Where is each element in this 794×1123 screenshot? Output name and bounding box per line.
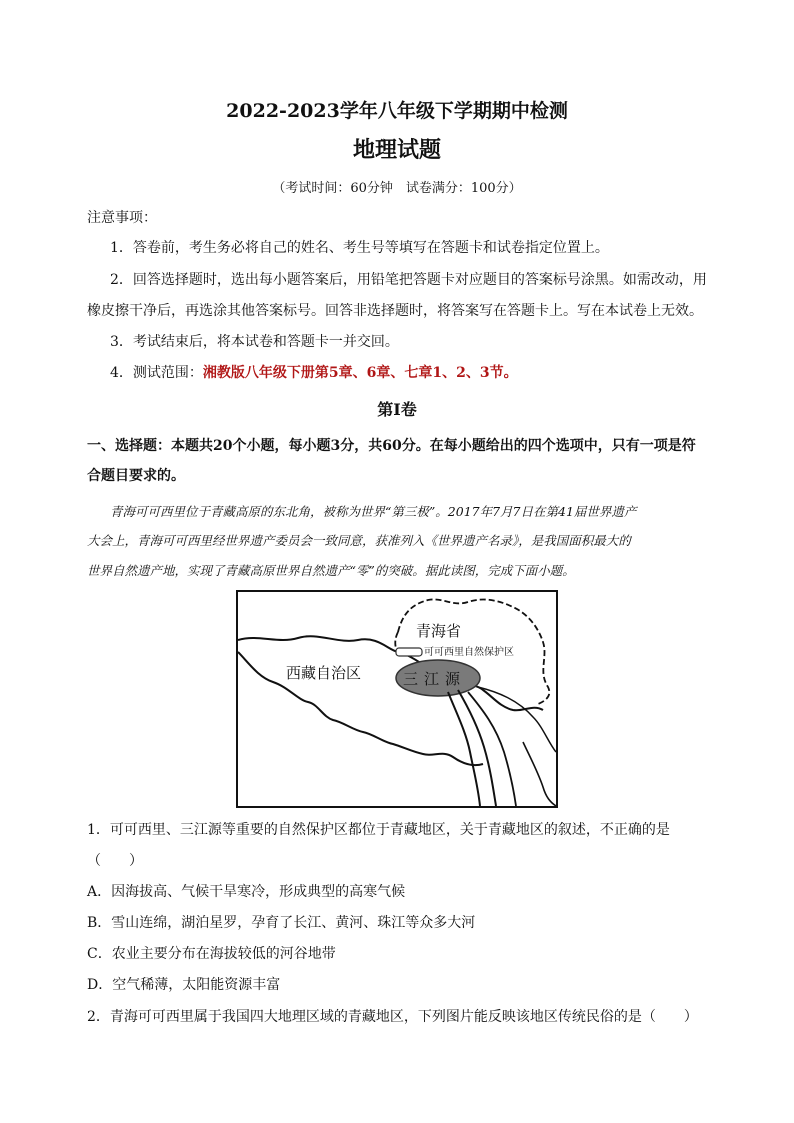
exam-subject: 地理试题	[352, 137, 441, 163]
note-item-4-prefix: 4．测试范围：	[110, 365, 203, 381]
question-1-blank: （ ）	[87, 853, 143, 869]
section-instructions-b: 合题目要求的。	[87, 468, 185, 484]
river-1	[448, 692, 480, 806]
note-item-4-scope: 湘教版八年级下册第5章、6章、七章1、2、3节。	[202, 365, 518, 381]
note-item-3: 3．考试结束后，将本试卷和答题卡一并交回。	[110, 334, 399, 350]
passage-line-3: 世界自然遗产地，实现了青藏高原世界自然遗产“零”的突破。据此读图，完成下面小题。	[87, 563, 575, 578]
note-item-1: 1．答卷前，考生务必将自己的姓名、考生号等填写在答题卡和试卷指定位置上。	[110, 240, 609, 256]
notes-label: 注意事项：	[87, 210, 157, 226]
label-kekexili: 可可西里自然保护区	[424, 647, 514, 658]
note-item-2a: 2．回答选择题时，选出每小题答案后，用铅笔把答题卡对应题目的答案标号涂黑。如需改动，用	[110, 272, 707, 288]
note-item-4	[110, 363, 740, 383]
passage-line-1: 青海可可西里位于青藏高原的东北角，被称为世界“第三极”。2017年7月7日在第41届世界遗产	[110, 504, 637, 519]
question-1-stem: 1．可可西里、三江源等重要的自然保护区都位于青藏地区，关于青藏地区的叙述，不正确的是	[87, 822, 670, 838]
kekexili-marker	[396, 648, 422, 656]
label-sanjiangyuan: 三江源	[403, 670, 467, 688]
section-title: 第Ⅰ卷	[377, 400, 417, 419]
exam-title: 2022-2023学年八年级下学期期中检测	[226, 100, 568, 122]
label-xizang: 西藏自治区	[286, 664, 362, 682]
question-1-option-d: D．空气稀薄，太阳能资源丰富	[87, 977, 281, 993]
passage-line-2: 大会上，青海可可西里经世界遗产委员会一致同意，获准列入《世界遗产名录》，是我国面积最大的	[87, 533, 631, 548]
qinghai-tibet-map	[236, 590, 558, 808]
label-qinghai: 青海省	[416, 622, 462, 640]
southeast-border	[523, 742, 556, 806]
exam-info: （考试时间：60分钟 试卷满分：100分）	[272, 181, 522, 196]
question-1-option-a: A．因海拔高、气候干旱寒冷，形成典型的高寒气候	[87, 884, 406, 900]
question-1-option-c: C．农业主要分布在海拔较低的河谷地带	[87, 946, 336, 962]
map-drawing	[238, 592, 556, 806]
question-1-option-b: B．雪山连绵，湖泊星罗，孕育了长江、黄河、珠江等众多大河	[87, 915, 476, 931]
section-instructions-a: 一、选择题：本题共20个小题，每小题3分，共60分。在每小题给出的四个选项中，只有一项是符	[87, 438, 696, 454]
note-item-2b: 橡皮擦干净后，再选涂其他答案标号。回答非选择题时，将答案写在答题卡上。写在本试卷上无效。	[87, 303, 703, 319]
question-2-stem: 2．青海可可西里属于我国四大地理区域的青藏地区，下列图片能反映该地区传统民俗的是（ ）	[87, 1009, 698, 1025]
